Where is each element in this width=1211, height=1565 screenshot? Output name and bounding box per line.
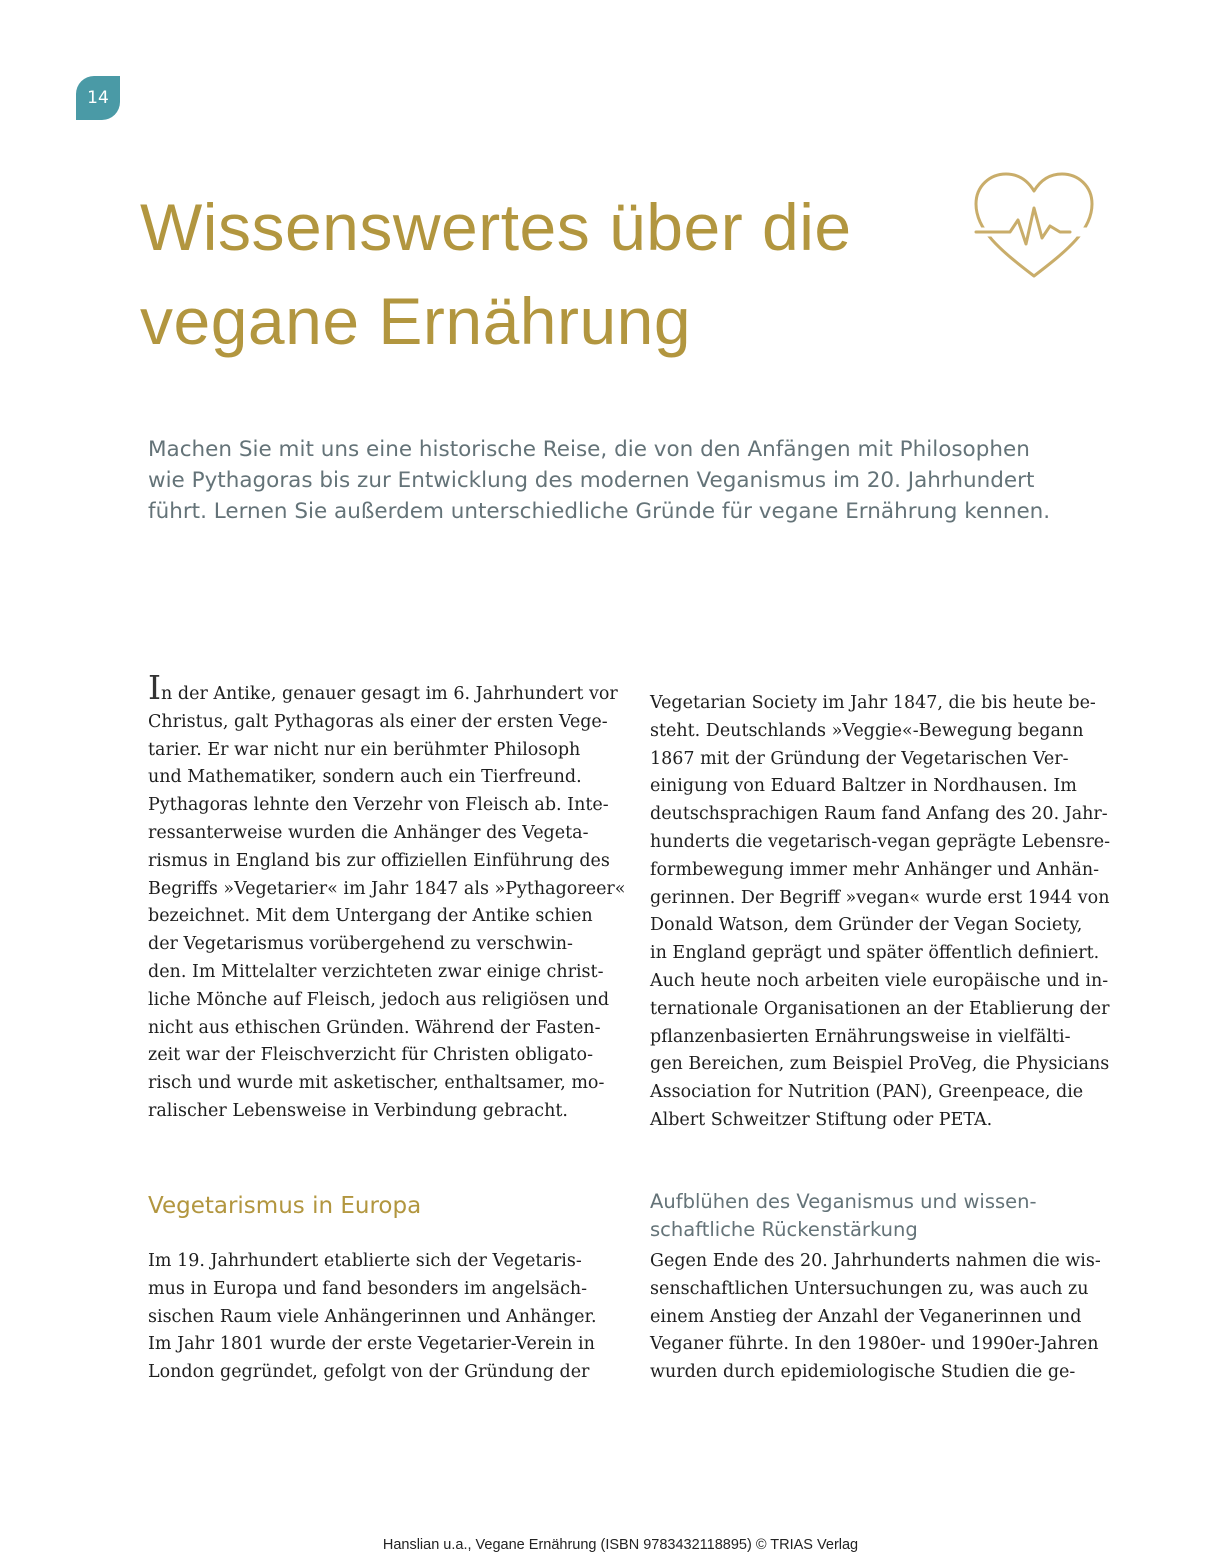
page-number-badge xyxy=(76,76,120,120)
intro-line: wie Pythagoras bis zur Entwicklung des modernen Veganismus im 20. Jahrhundert xyxy=(148,468,1035,493)
body-line: Albert Schweitzer Stiftung oder PETA. xyxy=(650,1109,993,1130)
title-line: Wissenswertes über die xyxy=(140,190,852,264)
section-heading-vegetarismus: Vegetarismus in Europa xyxy=(148,1193,422,1219)
body-line: Donald Watson, dem Gründer der Vegan Society, xyxy=(650,915,1083,936)
body-line: ressanterweise wurden die Anhänger des Vegeta- xyxy=(148,822,589,843)
section-heading-veganismus xyxy=(650,1188,1037,1244)
body-line: gen Bereichen, zum Beispiel ProVeg, die Physicians xyxy=(650,1054,1110,1075)
body-line: steht. Deutschlands »Veggie«-Bewegung begann xyxy=(650,720,1084,741)
first-line xyxy=(148,668,618,709)
body-line: senschaftlichen Untersuchungen zu, was auch zu xyxy=(650,1278,1089,1299)
body-line: liche Mönche auf Fleisch, jedoch aus religiösen und xyxy=(148,989,610,1010)
body-line: der Vegetarismus vorübergehend zu verschwin- xyxy=(148,934,573,955)
veganismus-section-body xyxy=(650,1248,1101,1387)
body-line: Christus, galt Pythagoras als einer der ersten Vege- xyxy=(148,711,608,732)
footer-citation: Hanslian u.a., Vegane Ernährung (ISBN 9783432118895) © TRIAS Verlag xyxy=(382,1537,859,1553)
body-line: tarier. Er war nicht nur ein berühmter Philosoph xyxy=(148,739,581,760)
body-line: hunderts die vegetarisch-vegan geprägte Lebensre- xyxy=(650,831,1111,852)
heading-line: Aufblühen des Veganismus und wissen- xyxy=(650,1190,1037,1213)
heart-pulse-icon xyxy=(970,168,1098,286)
body-line: rismus in England bis zur offiziellen Einführung des xyxy=(148,850,610,871)
body-line: einem Anstieg der Anzahl der Veganerinnen und xyxy=(650,1306,1082,1327)
heading-line: schaftliche Rückenstärkung xyxy=(650,1218,918,1241)
right-column-body xyxy=(650,690,1111,1135)
title-line: vegane Ernährung xyxy=(140,284,692,358)
body-line: Pythagoras lehnte den Verzehr von Fleisch ab. Inte- xyxy=(148,795,609,816)
body-line: Begriffs »Vegetarier« im Jahr 1847 als »Pythagoreer« xyxy=(148,878,626,899)
body-line: deutschsprachigen Raum fand Anfang des 20. Jahr- xyxy=(650,804,1108,825)
body-line: Im Jahr 1801 wurde der erste Vegetarier-Verein in xyxy=(148,1334,595,1355)
drop-cap: I xyxy=(148,668,162,707)
body-line: Association for Nutrition (PAN), Greenpeace, die xyxy=(650,1082,1084,1103)
body-line: Gegen Ende des 20. Jahrhunderts nahmen die wis- xyxy=(650,1251,1101,1271)
body-line: London gegründet, gefolgt von der Gründung der xyxy=(148,1362,590,1383)
body-line: zeit war der Fleischverzicht für Christen obligato- xyxy=(148,1045,593,1066)
body-line: wurden durch epidemiologische Studien die ge- xyxy=(650,1362,1076,1383)
body-line: den. Im Mittelalter verzichteten zwar einige christ- xyxy=(148,961,604,982)
body-line: und Mathematiker, sondern auch ein Tierfreund. xyxy=(148,767,582,788)
body-line: Im 19. Jahrhundert etablierte sich der Vegetaris- xyxy=(148,1251,582,1271)
body-line: risch und wurde mit asketischer, enthaltsamer, mo- xyxy=(148,1073,605,1094)
first-line-text: n der Antike, genauer gesagt im 6. Jahrhundert vor xyxy=(161,684,618,704)
body-line: nicht aus ethischen Gründen. Während der Fasten- xyxy=(148,1017,601,1038)
left-column-body xyxy=(148,668,626,1126)
body-line: gerinnen. Der Begriff »vegan« wurde erst 1944 von xyxy=(650,887,1110,908)
page-number: 14 xyxy=(87,88,109,108)
body-line: ternationale Organisationen an der Etablierung der xyxy=(650,998,1110,1019)
body-line: in England geprägt und später öffentlich definiert. xyxy=(650,943,1100,964)
body-line: formbewegung immer mehr Anhänger und Anhän- xyxy=(650,859,1100,880)
body-line: pflanzenbasierten Ernährungsweise in vielfälti- xyxy=(650,1026,1071,1047)
vegetarismus-section-body xyxy=(148,1248,597,1387)
body-line: ralischer Lebensweise in Verbindung gebracht. xyxy=(148,1100,568,1121)
body-line: bezeichnet. Mit dem Untergang der Antike schien xyxy=(148,906,593,927)
intro-line: Machen Sie mit uns eine historische Reise, die von den Anfängen mit Philosophen xyxy=(148,437,1030,462)
body-line: Vegetarian Society im Jahr 1847, die bis heute be- xyxy=(650,693,1096,713)
page-title xyxy=(140,180,960,368)
intro-text xyxy=(148,434,1108,527)
body-line: einigung von Eduard Baltzer in Nordhausen. Im xyxy=(650,776,1077,797)
body-line: Auch heute noch arbeiten viele europäische und in- xyxy=(650,970,1109,991)
body-line: mus in Europa und fand besonders im angelsäch- xyxy=(148,1278,588,1299)
body-line: 1867 mit der Gründung der Vegetarischen Ver- xyxy=(650,748,1069,769)
body-line: sischen Raum viele Anhängerinnen und Anhänger. xyxy=(148,1306,597,1327)
body-line: Veganer führte. In den 1980er- und 1990er-Jahren xyxy=(650,1334,1099,1355)
intro-line: führt. Lernen Sie außerdem unterschiedliche Gründe für vegane Ernährung kennen. xyxy=(148,499,1051,524)
